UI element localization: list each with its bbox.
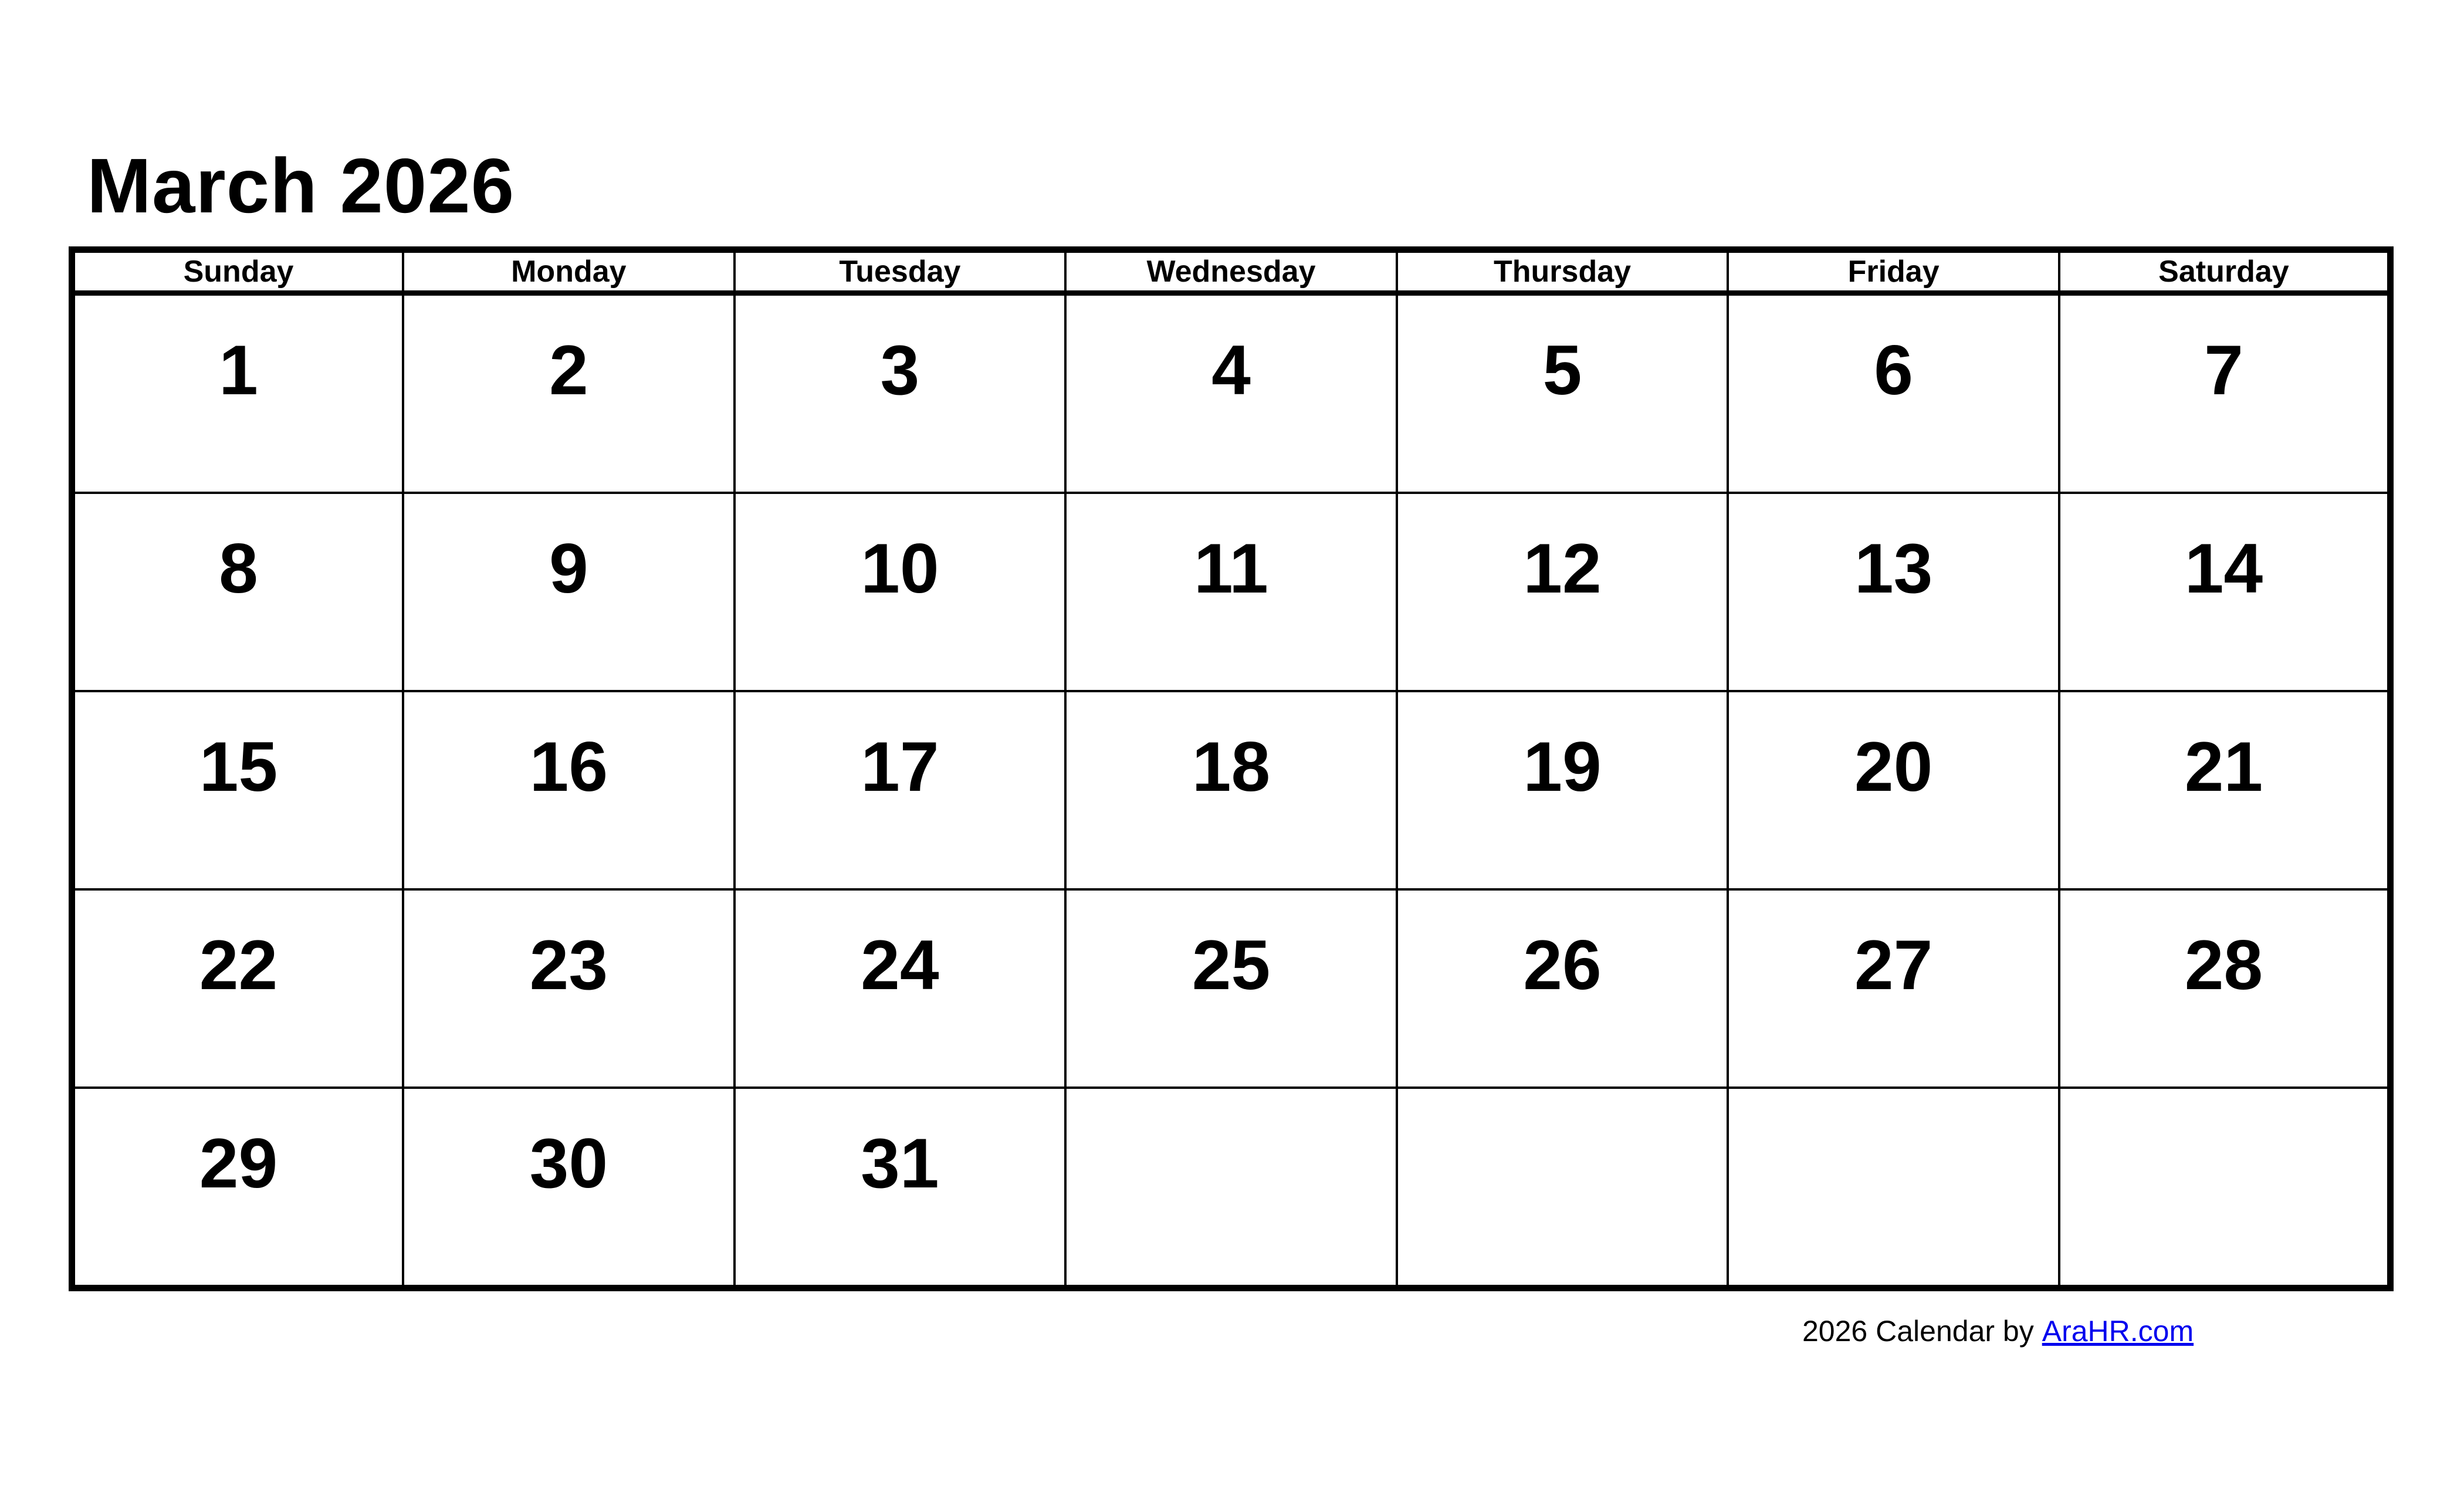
date-cell: 6 — [1728, 293, 2059, 493]
footer-credit — [1802, 1314, 2194, 1348]
date-cell: 23 — [403, 889, 735, 1088]
calendar-grid — [69, 246, 2394, 1291]
date-cell: 29 — [72, 1088, 404, 1288]
weekday-header-row — [72, 250, 2391, 293]
weekday-header-tuesday: Tuesday — [735, 250, 1066, 293]
date-cell: 12 — [1397, 493, 1728, 691]
date-cell — [1065, 1088, 1397, 1288]
date-cell: 24 — [735, 889, 1066, 1088]
date-cell: 28 — [2059, 889, 2391, 1088]
weekday-header-saturday: Saturday — [2059, 250, 2391, 293]
footer-credit-text: 2026 Calendar by — [1802, 1315, 2034, 1348]
week-row-1 — [72, 293, 2391, 493]
weekday-header-wednesday: Wednesday — [1065, 250, 1397, 293]
date-cell: 26 — [1397, 889, 1728, 1088]
date-cell: 11 — [1065, 493, 1397, 691]
week-row-2 — [72, 493, 2391, 691]
weekday-header-thursday: Thursday — [1397, 250, 1728, 293]
date-cell: 7 — [2059, 293, 2391, 493]
footer-link[interactable]: AraHR.com — [2042, 1315, 2194, 1348]
month-title: March 2026 — [87, 143, 515, 229]
weekday-header-sunday: Sunday — [72, 250, 404, 293]
date-cell: 13 — [1728, 493, 2059, 691]
date-cell: 21 — [2059, 691, 2391, 889]
date-cell: 1 — [72, 293, 404, 493]
weekday-header-monday: Monday — [403, 250, 735, 293]
date-cell: 31 — [735, 1088, 1066, 1288]
date-cell: 22 — [72, 889, 404, 1088]
date-cell — [2059, 1088, 2391, 1288]
date-cell: 25 — [1065, 889, 1397, 1088]
date-cell: 18 — [1065, 691, 1397, 889]
date-cell: 9 — [403, 493, 735, 691]
date-cell: 4 — [1065, 293, 1397, 493]
date-cell: 20 — [1728, 691, 2059, 889]
date-cell: 14 — [2059, 493, 2391, 691]
date-cell: 16 — [403, 691, 735, 889]
week-row-5 — [72, 1088, 2391, 1288]
weekday-header-friday: Friday — [1728, 250, 2059, 293]
date-cell: 15 — [72, 691, 404, 889]
date-cell — [1728, 1088, 2059, 1288]
date-cell: 2 — [403, 293, 735, 493]
date-cell: 5 — [1397, 293, 1728, 493]
date-cell: 3 — [735, 293, 1066, 493]
date-cell — [1397, 1088, 1728, 1288]
date-cell: 19 — [1397, 691, 1728, 889]
date-cell: 27 — [1728, 889, 2059, 1088]
date-cell: 17 — [735, 691, 1066, 889]
date-cell: 30 — [403, 1088, 735, 1288]
week-row-4 — [72, 889, 2391, 1088]
date-cell: 10 — [735, 493, 1066, 691]
date-cell: 8 — [72, 493, 404, 691]
week-row-3 — [72, 691, 2391, 889]
